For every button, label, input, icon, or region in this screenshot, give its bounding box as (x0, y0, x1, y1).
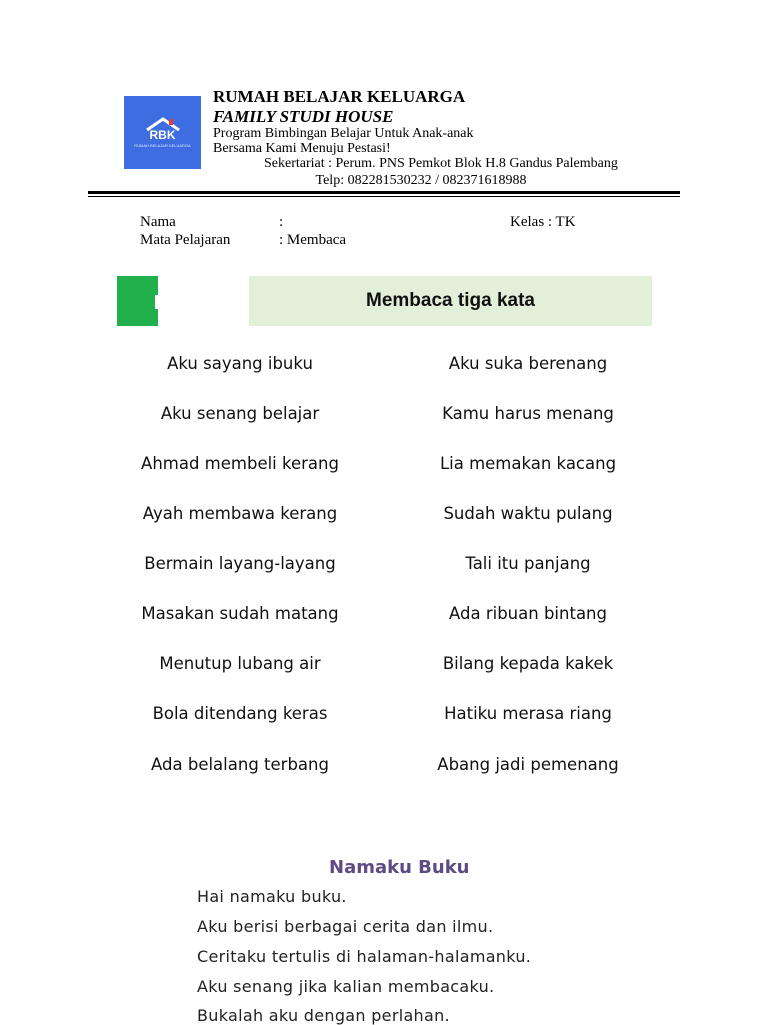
phrase-left-6: Masakan sudah matang (141, 604, 339, 623)
phrase-left-9: Ada belalang terbang (151, 755, 329, 774)
rbk-logo (124, 96, 201, 169)
name-label: Nama (140, 214, 176, 230)
section-marker (117, 276, 158, 326)
org-subtitle: FAMILY STUDI HOUSE (213, 107, 394, 126)
phrase-left-5: Bermain layang-layang (144, 554, 336, 573)
section-title: Membaca tiga kata (366, 290, 535, 311)
header-divider-thick (88, 191, 680, 194)
phrase-left-2: Aku senang belajar (160, 404, 320, 423)
phrase-right-4: Sudah waktu pulang (443, 504, 613, 523)
name-colon: : (279, 214, 284, 230)
phrase-left-1: Aku sayang ibuku (167, 354, 313, 373)
phrase-right-7: Bilang kepada kakek (442, 654, 614, 673)
poem-line-4: Aku senang jika kalian membacaku. (197, 977, 495, 996)
poem-line-1: Hai namaku buku. (197, 887, 347, 906)
subject-value: : Membaca (279, 232, 347, 248)
secretariat-address: Sekertariat : Perum. PNS Pemkot Blok H.8 Gandus Palembang (264, 156, 618, 171)
section-title-box (249, 276, 652, 326)
subject-label: Mata Pelajaran (140, 232, 231, 248)
phrase-right-1: Aku suka berenang (448, 354, 608, 373)
phrase-right-3: Lia memakan kacang (439, 454, 617, 473)
phrase-left-4: Ayah membawa kerang (142, 504, 338, 523)
logo-subtext: RUMAH BELAJAR KELUARGA (134, 143, 191, 148)
phrase-right-5: Tali itu panjang (465, 554, 591, 573)
logo-text: RBK (149, 128, 176, 142)
phrase-right-2: Kamu harus menang (442, 404, 614, 423)
poem-line-3: Ceritaku tertulis di halaman-halamanku. (197, 947, 532, 966)
poem-line-2: Aku berisi berbagai cerita dan ilmu. (197, 917, 494, 936)
phrase-right-6: Ada ribuan bintang (449, 604, 607, 623)
phrase-left-8: Bola ditendang keras (152, 704, 328, 723)
header-divider-thin (88, 196, 680, 197)
phrase-left-3: Ahmad membeli kerang (141, 454, 339, 473)
phrase-right-8: Hatiku merasa riang (444, 704, 612, 723)
class-field: Kelas : TK (510, 214, 576, 230)
poem-line-5: Bukalah aku dengan perlahan. (197, 1006, 450, 1025)
tagline-program: Program Bimbingan Belajar Untuk Anak-anak (213, 126, 474, 141)
phrase-left-7: Menutup lubang air (159, 654, 321, 673)
phone-number: Telp: 082281530232 / 082371618988 (315, 173, 527, 188)
tagline-motto: Bersama Kami Menuju Pestasi! (213, 141, 391, 156)
phrase-right-9: Abang jadi pemenang (437, 755, 619, 774)
poem-title: Namaku Buku (329, 857, 470, 878)
org-name: RUMAH BELAJAR KELUARGA (213, 87, 466, 106)
section-marker-notch (155, 295, 159, 309)
